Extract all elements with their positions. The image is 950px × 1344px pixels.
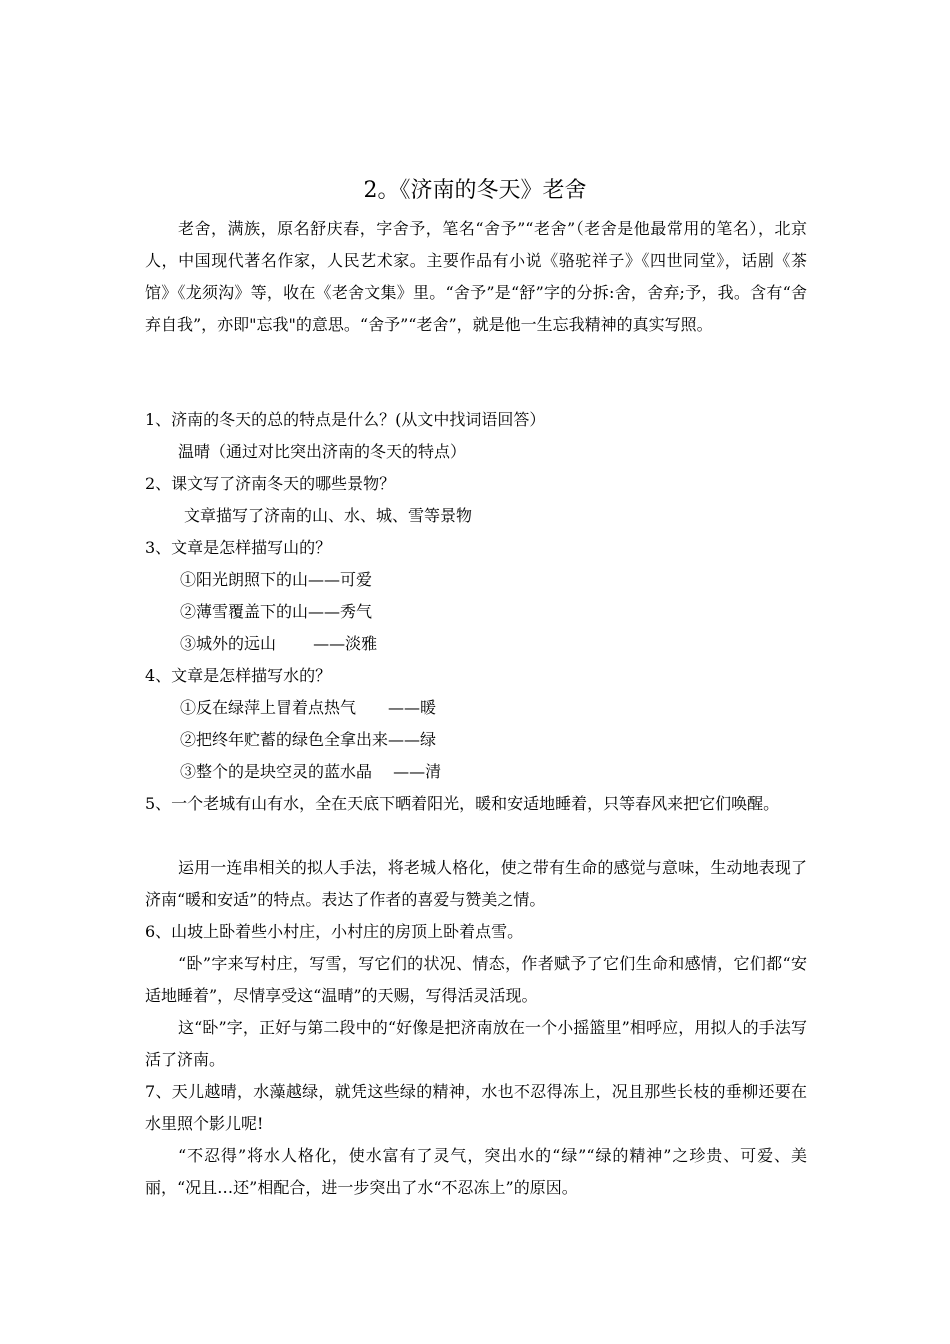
question-5: 5、一个老城有山有水，全在天底下晒着阳光，暖和安适地睡着，只等春风来把它们唤醒。 xyxy=(145,794,780,813)
answer-6-part-1: “卧”字来写村庄，写雪，写它们的状况、情态，作者赋予了它们生命和感情，它们都“安适地睡着”，尽情享受这“温晴”的天赐，写得活灵活现。 xyxy=(145,954,807,1005)
answer-4-item: ①反在绿萍上冒着点热气 ——暖 xyxy=(180,698,437,717)
question-2: 2、课文写了济南冬天的哪些景物？ xyxy=(145,474,396,493)
answer-5: 运用一连串相关的拟人手法，将老城人格化，使之带有生命的感觉与意味，生动地表现了济南“暖和安适”的特点。表达了作者的喜爱与赞美之情。 xyxy=(145,858,807,909)
answer-2: 文章描写了济南的山、水、城、雪等景物 xyxy=(184,506,473,525)
answer-7: “不忍得”将水人格化，使水富有了灵气，突出水的“绿”“绿的精神”之珍贵、可爱、美丽，“况且…还”相配合，进一步突出了水“不忍冻上”的原因。 xyxy=(145,1146,807,1197)
answer-3-item: ③城外的远山 ——淡雅 xyxy=(180,634,378,653)
answer-4-item: ②把终年贮蓄的绿色全拿出来——绿 xyxy=(180,730,437,749)
answer-6-part-2: 这“卧”字，正好与第二段中的“好像是把济南放在一个小摇篮里”相呼应，用拟人的手法写活了济南。 xyxy=(145,1018,807,1069)
question-1: 1、济南的冬天的总的特点是什么？(从文中找词语回答） xyxy=(145,410,546,429)
answer-4-item: ③整个的是块空灵的蓝水晶 ——清 xyxy=(180,762,442,781)
author-intro-paragraph: 老舍，满族，原名舒庆春，字舍予，笔名“舍予”“老舍”（老舍是他最常用的笔名），北京人，中国现代著名作家，人民艺术家。主要作品有小说《骆驼祥子》《四世同堂》，话剧《茶馆》《龙须沟》等，收在《老舍文集》里。“舍予”是“舒”字的分拆:舍，舍弃;予，我。含有“舍弃自我”，亦即"忘我"的意思。“舍予”“老舍”，就是他一生忘我精神的真实写照。 xyxy=(145,219,807,334)
question-3: 3、文章是怎样描写山的？ xyxy=(145,538,332,557)
question-4: 4、文章是怎样描写水的？ xyxy=(145,666,332,685)
answer-3-item: ①阳光朗照下的山——可爱 xyxy=(180,570,373,589)
question-6: 6、山坡上卧着些小村庄，小村庄的房顶上卧着点雪。 xyxy=(145,922,524,941)
answer-3-item: ②薄雪覆盖下的山——秀气 xyxy=(180,602,373,621)
question-7: 7、天儿越晴，水藻越绿，就凭这些绿的精神，水也不忍得冻上，况且那些长枝的垂柳还要在水里照个影儿呢! xyxy=(145,1082,807,1133)
document-title: 2。《济南的冬天》老舍 xyxy=(363,178,587,203)
answer-1: 温晴（通过对比突出济南的冬天的特点） xyxy=(178,442,467,461)
